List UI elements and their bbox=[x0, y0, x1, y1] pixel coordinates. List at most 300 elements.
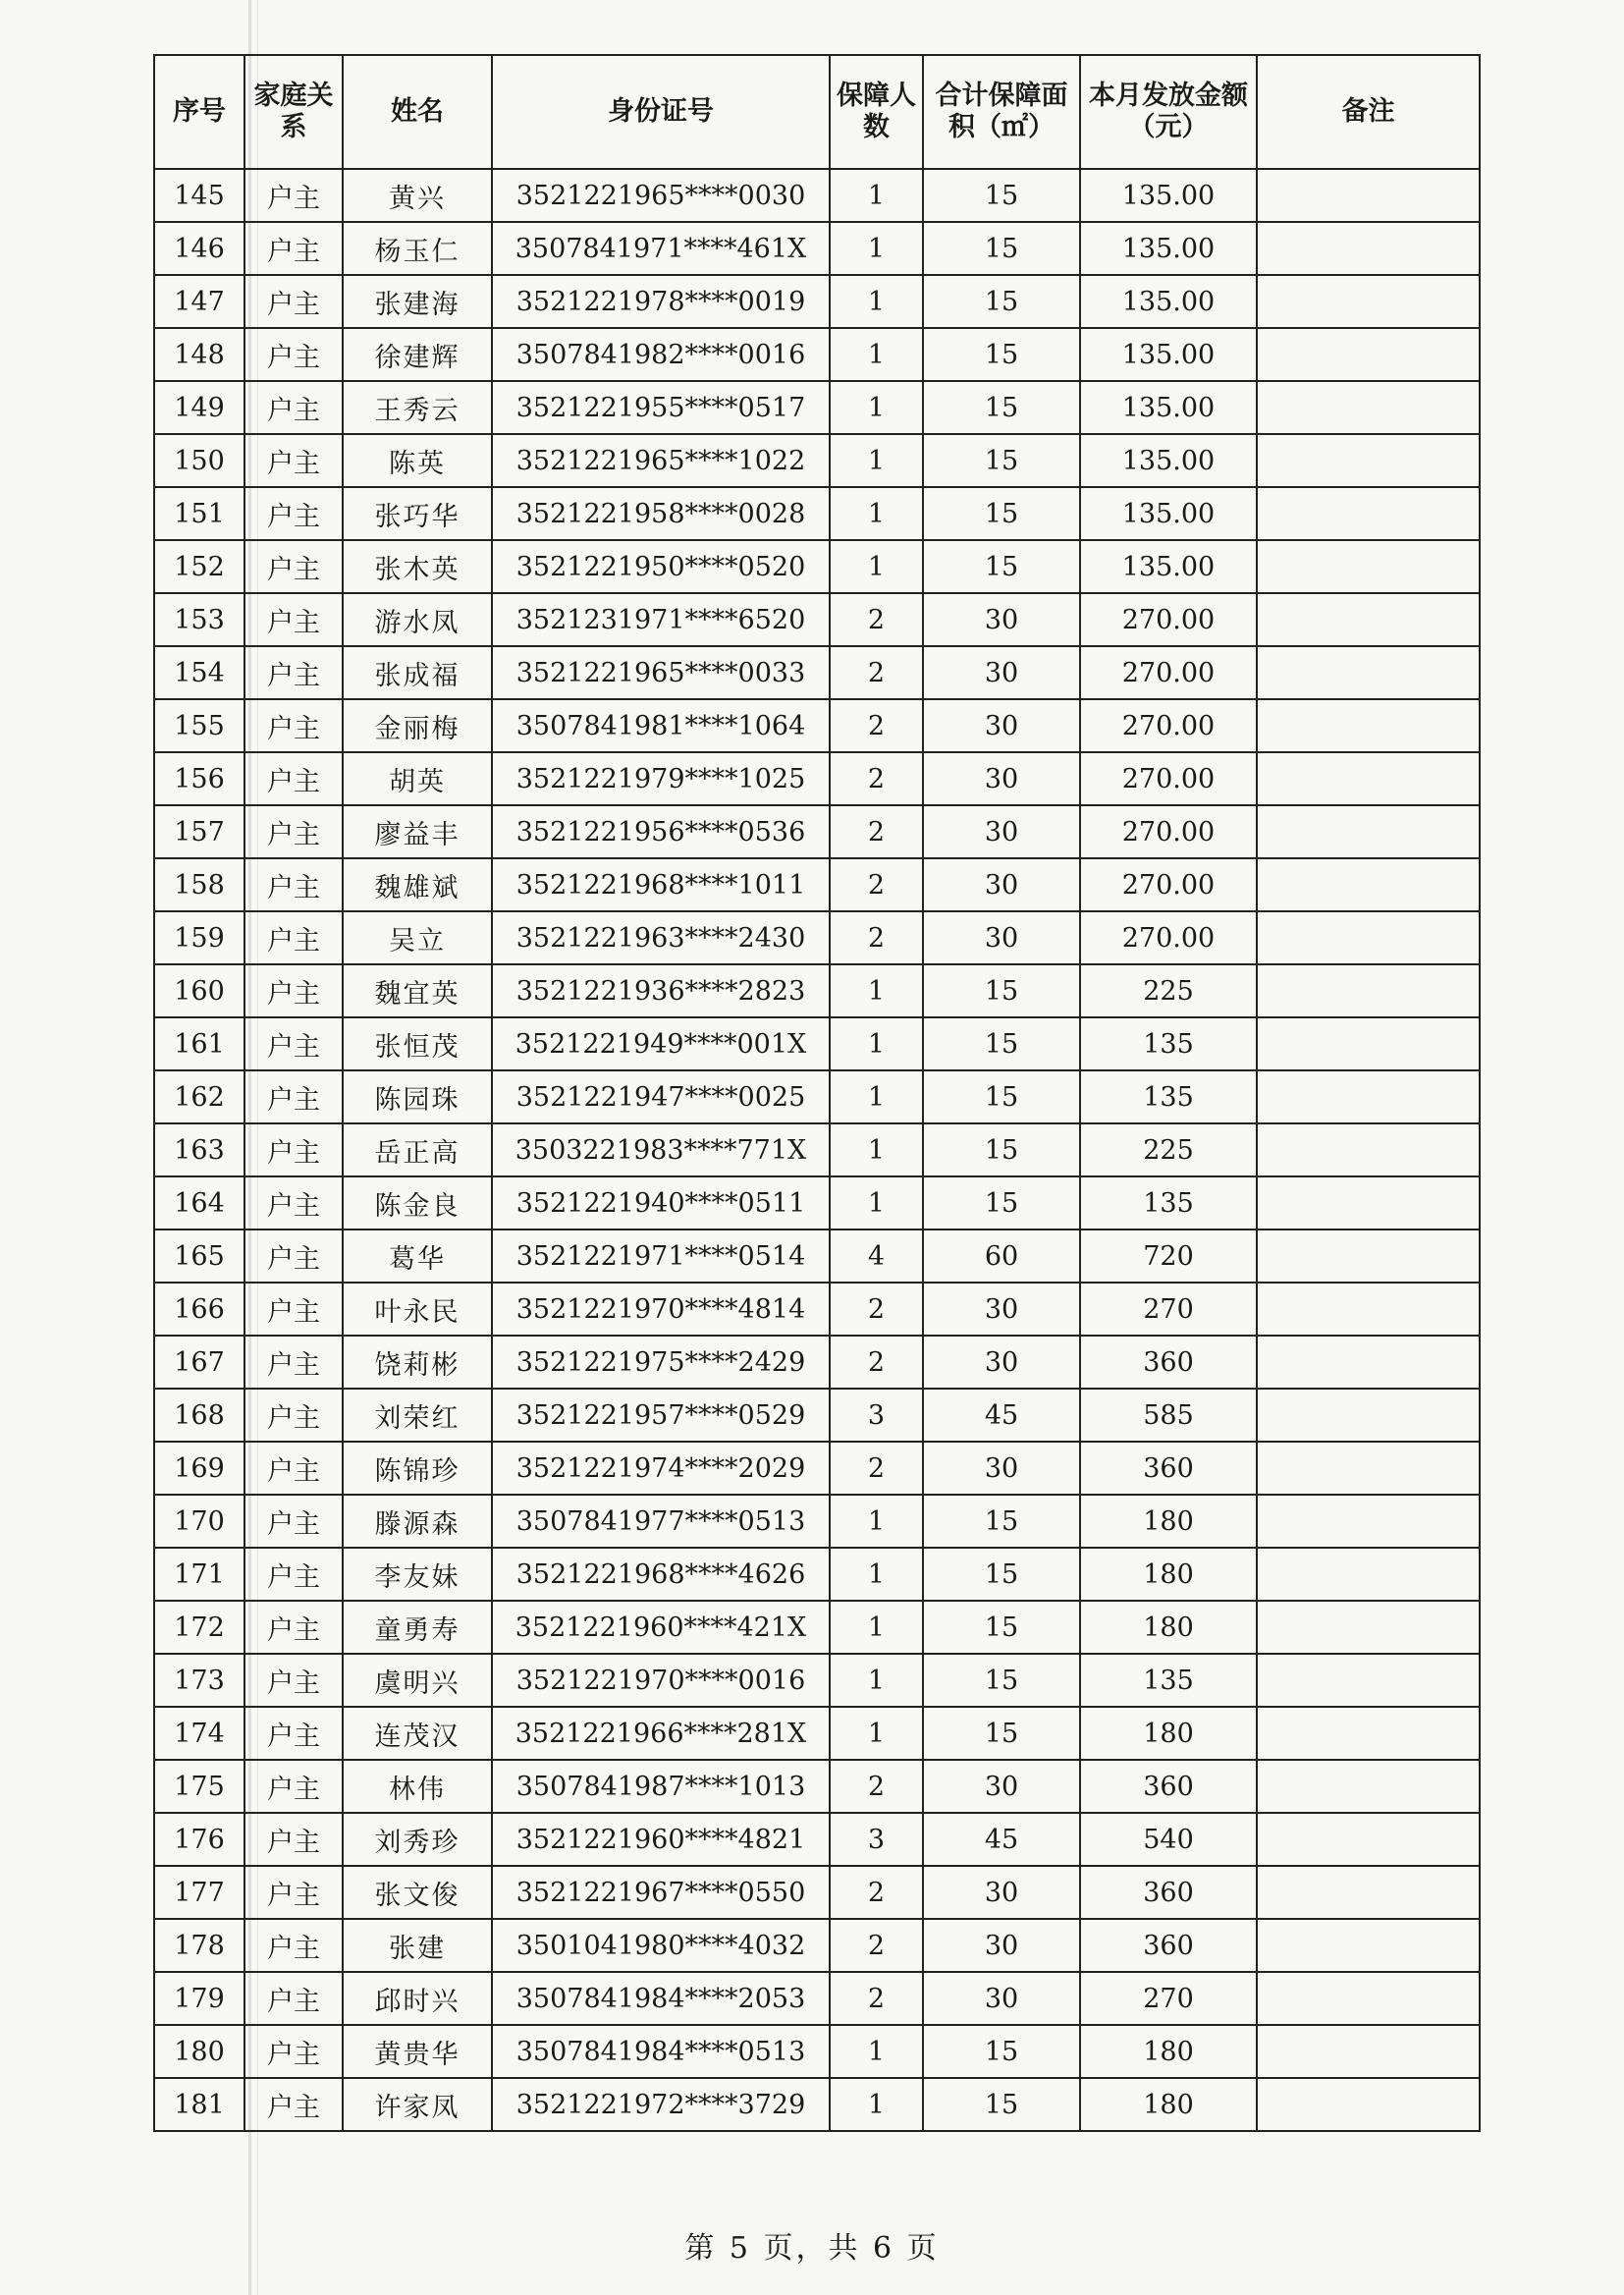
cell-area: 30 bbox=[923, 911, 1080, 964]
cell-name: 张成福 bbox=[343, 646, 492, 699]
cell-name: 魏雄斌 bbox=[343, 858, 492, 911]
cell-id-number: 3521221960****421X bbox=[492, 1601, 830, 1654]
cell-seq: 176 bbox=[154, 1813, 244, 1866]
table-row bbox=[154, 1813, 1480, 1866]
cell-persons: 2 bbox=[830, 1442, 923, 1495]
cell-name: 陈锦珍 bbox=[343, 1442, 492, 1495]
cell-seq: 148 bbox=[154, 328, 244, 381]
cell-area: 30 bbox=[923, 593, 1080, 646]
cell-amount: 270.00 bbox=[1080, 858, 1257, 911]
cell-seq: 170 bbox=[154, 1495, 244, 1548]
cell-name: 叶永民 bbox=[343, 1283, 492, 1336]
cell-amount: 135 bbox=[1080, 1070, 1257, 1123]
cell-area: 30 bbox=[923, 1919, 1080, 1972]
cell-id-number: 3521221975****2429 bbox=[492, 1336, 830, 1389]
cell-seq: 161 bbox=[154, 1017, 244, 1070]
cell-seq: 152 bbox=[154, 540, 244, 593]
cell-remark bbox=[1257, 752, 1480, 805]
cell-id-number: 3521221965****0030 bbox=[492, 169, 830, 222]
cell-area: 30 bbox=[923, 805, 1080, 858]
cell-area: 30 bbox=[923, 699, 1080, 752]
cell-name: 胡英 bbox=[343, 752, 492, 805]
cell-persons: 1 bbox=[830, 169, 923, 222]
cell-persons: 2 bbox=[830, 752, 923, 805]
cell-area: 60 bbox=[923, 1229, 1080, 1283]
cell-amount: 135.00 bbox=[1080, 540, 1257, 593]
cell-id-number: 3507841987****1013 bbox=[492, 1760, 830, 1813]
cell-id-number: 3521221960****4821 bbox=[492, 1813, 830, 1866]
cell-remark bbox=[1257, 2025, 1480, 2078]
cell-name: 刘荣红 bbox=[343, 1389, 492, 1442]
cell-area: 15 bbox=[923, 1176, 1080, 1229]
cell-area: 15 bbox=[923, 1707, 1080, 1760]
cell-id-number: 3507841981****1064 bbox=[492, 699, 830, 752]
cell-relation: 户主 bbox=[244, 1654, 343, 1707]
cell-persons: 1 bbox=[830, 540, 923, 593]
table-row bbox=[154, 646, 1480, 699]
cell-relation: 户主 bbox=[244, 1283, 343, 1336]
cell-name: 邱时兴 bbox=[343, 1972, 492, 2025]
cell-amount: 135.00 bbox=[1080, 222, 1257, 275]
cell-name: 黄贵华 bbox=[343, 2025, 492, 2078]
table-row bbox=[154, 1919, 1480, 1972]
cell-remark bbox=[1257, 1919, 1480, 1972]
cell-seq: 171 bbox=[154, 1548, 244, 1601]
cell-amount: 135 bbox=[1080, 1017, 1257, 1070]
cell-amount: 180 bbox=[1080, 2025, 1257, 2078]
cell-area: 15 bbox=[923, 434, 1080, 487]
cell-area: 30 bbox=[923, 858, 1080, 911]
cell-seq: 166 bbox=[154, 1283, 244, 1336]
cell-persons: 4 bbox=[830, 1229, 923, 1283]
cell-amount: 270.00 bbox=[1080, 752, 1257, 805]
cell-persons: 1 bbox=[830, 1601, 923, 1654]
cell-remark bbox=[1257, 169, 1480, 222]
table-row bbox=[154, 1442, 1480, 1495]
header-persons: 保障人数 bbox=[830, 55, 923, 169]
table-row bbox=[154, 805, 1480, 858]
cell-name: 岳正高 bbox=[343, 1123, 492, 1176]
cell-area: 30 bbox=[923, 1283, 1080, 1336]
cell-persons: 3 bbox=[830, 1813, 923, 1866]
cell-id-number: 3521231971****6520 bbox=[492, 593, 830, 646]
cell-persons: 1 bbox=[830, 964, 923, 1017]
cell-persons: 2 bbox=[830, 805, 923, 858]
cell-id-number: 3507841984****2053 bbox=[492, 1972, 830, 2025]
cell-id-number: 3501041980****4032 bbox=[492, 1919, 830, 1972]
header-relation: 家庭关系 bbox=[244, 55, 343, 169]
cell-seq: 149 bbox=[154, 381, 244, 434]
cell-amount: 360 bbox=[1080, 1866, 1257, 1919]
cell-id-number: 3521221963****2430 bbox=[492, 911, 830, 964]
cell-name: 陈金良 bbox=[343, 1176, 492, 1229]
cell-amount: 135 bbox=[1080, 1176, 1257, 1229]
cell-persons: 2 bbox=[830, 1919, 923, 1972]
cell-area: 15 bbox=[923, 2025, 1080, 2078]
cell-name: 陈园珠 bbox=[343, 1070, 492, 1123]
cell-remark bbox=[1257, 646, 1480, 699]
cell-amount: 135 bbox=[1080, 1654, 1257, 1707]
cell-area: 30 bbox=[923, 646, 1080, 699]
table-row bbox=[154, 328, 1480, 381]
cell-remark bbox=[1257, 328, 1480, 381]
cell-area: 15 bbox=[923, 1601, 1080, 1654]
cell-remark bbox=[1257, 540, 1480, 593]
cell-remark bbox=[1257, 1654, 1480, 1707]
cell-area: 15 bbox=[923, 1654, 1080, 1707]
cell-name: 刘秀珍 bbox=[343, 1813, 492, 1866]
header-name: 姓名 bbox=[343, 55, 492, 169]
table-row bbox=[154, 275, 1480, 328]
cell-area: 15 bbox=[923, 2078, 1080, 2131]
cell-amount: 180 bbox=[1080, 2078, 1257, 2131]
table-row bbox=[154, 169, 1480, 222]
cell-relation: 户主 bbox=[244, 1017, 343, 1070]
cell-remark bbox=[1257, 858, 1480, 911]
cell-amount: 225 bbox=[1080, 1123, 1257, 1176]
cell-area: 45 bbox=[923, 1813, 1080, 1866]
cell-id-number: 3521221949****001X bbox=[492, 1017, 830, 1070]
table-row bbox=[154, 1707, 1480, 1760]
cell-remark bbox=[1257, 1548, 1480, 1601]
table-row bbox=[154, 222, 1480, 275]
cell-persons: 2 bbox=[830, 1972, 923, 2025]
cell-relation: 户主 bbox=[244, 1548, 343, 1601]
cell-persons: 1 bbox=[830, 487, 923, 540]
header-area: 合计保障面积（㎡） bbox=[923, 55, 1080, 169]
table-row bbox=[154, 1389, 1480, 1442]
cell-relation: 户主 bbox=[244, 328, 343, 381]
cell-remark bbox=[1257, 1866, 1480, 1919]
cell-id-number: 3521221979****1025 bbox=[492, 752, 830, 805]
table-body bbox=[154, 169, 1480, 2131]
cell-seq: 177 bbox=[154, 1866, 244, 1919]
cell-seq: 159 bbox=[154, 911, 244, 964]
cell-persons: 1 bbox=[830, 2025, 923, 2078]
table-row bbox=[154, 1017, 1480, 1070]
cell-amount: 180 bbox=[1080, 1495, 1257, 1548]
cell-relation: 户主 bbox=[244, 540, 343, 593]
cell-persons: 2 bbox=[830, 1283, 923, 1336]
cell-id-number: 3521221970****0016 bbox=[492, 1654, 830, 1707]
cell-relation: 户主 bbox=[244, 1760, 343, 1813]
cell-seq: 158 bbox=[154, 858, 244, 911]
cell-amount: 135.00 bbox=[1080, 328, 1257, 381]
cell-relation: 户主 bbox=[244, 752, 343, 805]
cell-id-number: 3507841984****0513 bbox=[492, 2025, 830, 2078]
cell-name: 虞明兴 bbox=[343, 1654, 492, 1707]
cell-persons: 1 bbox=[830, 434, 923, 487]
cell-seq: 163 bbox=[154, 1123, 244, 1176]
cell-amount: 135.00 bbox=[1080, 275, 1257, 328]
cell-id-number: 3521221971****0514 bbox=[492, 1229, 830, 1283]
cell-persons: 1 bbox=[830, 2078, 923, 2131]
cell-persons: 2 bbox=[830, 646, 923, 699]
cell-seq: 162 bbox=[154, 1070, 244, 1123]
cell-remark bbox=[1257, 964, 1480, 1017]
cell-relation: 户主 bbox=[244, 2025, 343, 2078]
cell-id-number: 3521221966****281X bbox=[492, 1707, 830, 1760]
cell-relation: 户主 bbox=[244, 1866, 343, 1919]
cell-remark bbox=[1257, 911, 1480, 964]
cell-seq: 167 bbox=[154, 1336, 244, 1389]
cell-seq: 157 bbox=[154, 805, 244, 858]
cell-persons: 2 bbox=[830, 911, 923, 964]
cell-remark bbox=[1257, 1601, 1480, 1654]
cell-seq: 173 bbox=[154, 1654, 244, 1707]
cell-remark bbox=[1257, 1707, 1480, 1760]
cell-persons: 2 bbox=[830, 1336, 923, 1389]
cell-relation: 户主 bbox=[244, 699, 343, 752]
cell-id-number: 3521221970****4814 bbox=[492, 1283, 830, 1336]
cell-amount: 270.00 bbox=[1080, 593, 1257, 646]
cell-area: 15 bbox=[923, 1548, 1080, 1601]
cell-id-number: 3521221956****0536 bbox=[492, 805, 830, 858]
cell-amount: 270.00 bbox=[1080, 699, 1257, 752]
cell-area: 15 bbox=[923, 1017, 1080, 1070]
table-row bbox=[154, 1070, 1480, 1123]
cell-remark bbox=[1257, 593, 1480, 646]
cell-name: 吴立 bbox=[343, 911, 492, 964]
cell-remark bbox=[1257, 1813, 1480, 1866]
cell-remark bbox=[1257, 1123, 1480, 1176]
cell-relation: 户主 bbox=[244, 646, 343, 699]
table-row bbox=[154, 1548, 1480, 1601]
cell-remark bbox=[1257, 1283, 1480, 1336]
cell-persons: 2 bbox=[830, 699, 923, 752]
cell-remark bbox=[1257, 1229, 1480, 1283]
cell-remark bbox=[1257, 487, 1480, 540]
cell-id-number: 3521221968****4626 bbox=[492, 1548, 830, 1601]
cell-id-number: 3507841971****461X bbox=[492, 222, 830, 275]
cell-relation: 户主 bbox=[244, 169, 343, 222]
table-row bbox=[154, 1495, 1480, 1548]
table-row bbox=[154, 1176, 1480, 1229]
cell-name: 陈英 bbox=[343, 434, 492, 487]
cell-amount: 360 bbox=[1080, 1760, 1257, 1813]
cell-amount: 270.00 bbox=[1080, 911, 1257, 964]
cell-seq: 178 bbox=[154, 1919, 244, 1972]
cell-name: 游水凤 bbox=[343, 593, 492, 646]
table-row bbox=[154, 2078, 1480, 2131]
cell-name: 滕源森 bbox=[343, 1495, 492, 1548]
cell-area: 15 bbox=[923, 1495, 1080, 1548]
table-row bbox=[154, 1123, 1480, 1176]
cell-seq: 164 bbox=[154, 1176, 244, 1229]
cell-name: 魏宜英 bbox=[343, 964, 492, 1017]
cell-amount: 585 bbox=[1080, 1389, 1257, 1442]
cell-relation: 户主 bbox=[244, 1972, 343, 2025]
cell-amount: 135.00 bbox=[1080, 487, 1257, 540]
cell-seq: 179 bbox=[154, 1972, 244, 2025]
cell-persons: 1 bbox=[830, 1707, 923, 1760]
cell-amount: 270 bbox=[1080, 1283, 1257, 1336]
cell-name: 李友妹 bbox=[343, 1548, 492, 1601]
cell-persons: 1 bbox=[830, 381, 923, 434]
cell-id-number: 3503221983****771X bbox=[492, 1123, 830, 1176]
cell-seq: 150 bbox=[154, 434, 244, 487]
cell-seq: 154 bbox=[154, 646, 244, 699]
cell-amount: 270.00 bbox=[1080, 805, 1257, 858]
cell-area: 30 bbox=[923, 1972, 1080, 2025]
cell-name: 张恒茂 bbox=[343, 1017, 492, 1070]
cell-remark bbox=[1257, 1389, 1480, 1442]
cell-area: 15 bbox=[923, 487, 1080, 540]
cell-amount: 135.00 bbox=[1080, 381, 1257, 434]
cell-name: 张建 bbox=[343, 1919, 492, 1972]
cell-name: 张文俊 bbox=[343, 1866, 492, 1919]
cell-relation: 户主 bbox=[244, 1176, 343, 1229]
cell-name: 黄兴 bbox=[343, 169, 492, 222]
cell-name: 连茂汉 bbox=[343, 1707, 492, 1760]
cell-relation: 户主 bbox=[244, 1495, 343, 1548]
cell-seq: 151 bbox=[154, 487, 244, 540]
cell-name: 徐建辉 bbox=[343, 328, 492, 381]
cell-id-number: 3521221957****0529 bbox=[492, 1389, 830, 1442]
cell-area: 15 bbox=[923, 381, 1080, 434]
cell-area: 30 bbox=[923, 1442, 1080, 1495]
header-row bbox=[154, 55, 1480, 169]
cell-id-number: 3521221968****1011 bbox=[492, 858, 830, 911]
table-row bbox=[154, 487, 1480, 540]
cell-seq: 165 bbox=[154, 1229, 244, 1283]
cell-remark bbox=[1257, 699, 1480, 752]
cell-seq: 146 bbox=[154, 222, 244, 275]
table-row bbox=[154, 593, 1480, 646]
cell-persons: 1 bbox=[830, 222, 923, 275]
cell-area: 15 bbox=[923, 328, 1080, 381]
cell-area: 15 bbox=[923, 1123, 1080, 1176]
table-row bbox=[154, 1283, 1480, 1336]
cell-seq: 180 bbox=[154, 2025, 244, 2078]
cell-name: 林伟 bbox=[343, 1760, 492, 1813]
cell-amount: 360 bbox=[1080, 1336, 1257, 1389]
cell-name: 王秀云 bbox=[343, 381, 492, 434]
table-row bbox=[154, 858, 1480, 911]
table-row bbox=[154, 1336, 1480, 1389]
cell-persons: 1 bbox=[830, 1176, 923, 1229]
cell-relation: 户主 bbox=[244, 1070, 343, 1123]
cell-remark bbox=[1257, 1070, 1480, 1123]
cell-relation: 户主 bbox=[244, 593, 343, 646]
cell-amount: 720 bbox=[1080, 1229, 1257, 1283]
cell-name: 许家凤 bbox=[343, 2078, 492, 2131]
cell-relation: 户主 bbox=[244, 1707, 343, 1760]
cell-remark bbox=[1257, 1760, 1480, 1813]
cell-persons: 2 bbox=[830, 593, 923, 646]
cell-id-number: 3507841982****0016 bbox=[492, 328, 830, 381]
cell-remark bbox=[1257, 1495, 1480, 1548]
cell-relation: 户主 bbox=[244, 805, 343, 858]
cell-id-number: 3521221965****1022 bbox=[492, 434, 830, 487]
cell-relation: 户主 bbox=[244, 2078, 343, 2131]
cell-id-number: 3521221974****2029 bbox=[492, 1442, 830, 1495]
cell-seq: 174 bbox=[154, 1707, 244, 1760]
cell-relation: 户主 bbox=[244, 1919, 343, 1972]
cell-relation: 户主 bbox=[244, 1601, 343, 1654]
table-row bbox=[154, 1866, 1480, 1919]
cell-amount: 135.00 bbox=[1080, 434, 1257, 487]
cell-name: 张木英 bbox=[343, 540, 492, 593]
cell-name: 童勇寿 bbox=[343, 1601, 492, 1654]
cell-relation: 户主 bbox=[244, 858, 343, 911]
cell-name: 张巧华 bbox=[343, 487, 492, 540]
table-row bbox=[154, 1229, 1480, 1283]
table-row bbox=[154, 381, 1480, 434]
header-remark: 备注 bbox=[1257, 55, 1480, 169]
header-seq: 序号 bbox=[154, 55, 244, 169]
cell-id-number: 3521221967****0550 bbox=[492, 1866, 830, 1919]
cell-id-number: 3521221958****0028 bbox=[492, 487, 830, 540]
cell-seq: 156 bbox=[154, 752, 244, 805]
cell-remark bbox=[1257, 434, 1480, 487]
table-row bbox=[154, 434, 1480, 487]
cell-name: 葛华 bbox=[343, 1229, 492, 1283]
cell-amount: 270.00 bbox=[1080, 646, 1257, 699]
cell-relation: 户主 bbox=[244, 1389, 343, 1442]
cell-area: 15 bbox=[923, 275, 1080, 328]
cell-persons: 1 bbox=[830, 275, 923, 328]
cell-remark bbox=[1257, 1442, 1480, 1495]
cell-amount: 180 bbox=[1080, 1601, 1257, 1654]
cell-id-number: 3521221936****2823 bbox=[492, 964, 830, 1017]
cell-area: 30 bbox=[923, 1336, 1080, 1389]
cell-id-number: 3521221965****0033 bbox=[492, 646, 830, 699]
cell-name: 金丽梅 bbox=[343, 699, 492, 752]
table-row bbox=[154, 911, 1480, 964]
cell-relation: 户主 bbox=[244, 964, 343, 1017]
cell-amount: 135.00 bbox=[1080, 169, 1257, 222]
cell-amount: 225 bbox=[1080, 964, 1257, 1017]
cell-remark bbox=[1257, 2078, 1480, 2131]
cell-area: 15 bbox=[923, 169, 1080, 222]
cell-persons: 1 bbox=[830, 1548, 923, 1601]
cell-area: 15 bbox=[923, 540, 1080, 593]
cell-remark bbox=[1257, 222, 1480, 275]
cell-relation: 户主 bbox=[244, 434, 343, 487]
table-row bbox=[154, 2025, 1480, 2078]
cell-area: 30 bbox=[923, 1760, 1080, 1813]
cell-remark bbox=[1257, 1972, 1480, 2025]
table-row bbox=[154, 964, 1480, 1017]
cell-amount: 270 bbox=[1080, 1972, 1257, 2025]
cell-name: 张建海 bbox=[343, 275, 492, 328]
cell-relation: 户主 bbox=[244, 1336, 343, 1389]
cell-seq: 145 bbox=[154, 169, 244, 222]
cell-remark bbox=[1257, 1336, 1480, 1389]
housing-subsidy-table bbox=[153, 54, 1481, 2132]
cell-amount: 180 bbox=[1080, 1548, 1257, 1601]
cell-relation: 户主 bbox=[244, 1123, 343, 1176]
cell-id-number: 3521221940****0511 bbox=[492, 1176, 830, 1229]
cell-relation: 户主 bbox=[244, 275, 343, 328]
table-row bbox=[154, 1601, 1480, 1654]
cell-seq: 153 bbox=[154, 593, 244, 646]
cell-remark bbox=[1257, 1176, 1480, 1229]
table-row bbox=[154, 1972, 1480, 2025]
cell-remark bbox=[1257, 805, 1480, 858]
cell-id-number: 3507841977****0513 bbox=[492, 1495, 830, 1548]
cell-remark bbox=[1257, 381, 1480, 434]
cell-seq: 172 bbox=[154, 1601, 244, 1654]
cell-relation: 户主 bbox=[244, 222, 343, 275]
cell-remark bbox=[1257, 275, 1480, 328]
cell-amount: 180 bbox=[1080, 1707, 1257, 1760]
cell-seq: 181 bbox=[154, 2078, 244, 2131]
cell-seq: 169 bbox=[154, 1442, 244, 1495]
cell-area: 30 bbox=[923, 1866, 1080, 1919]
cell-persons: 3 bbox=[830, 1389, 923, 1442]
